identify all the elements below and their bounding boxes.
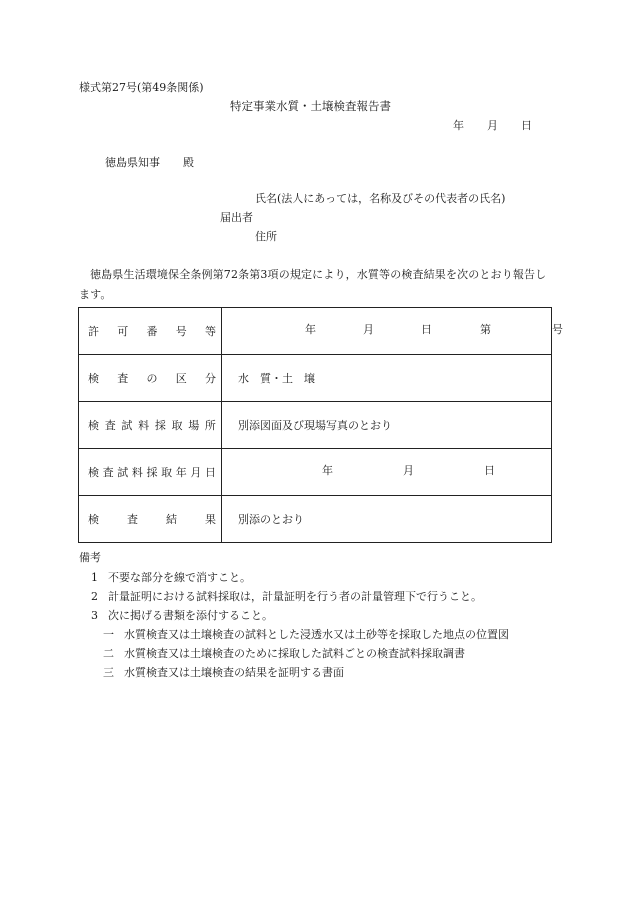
applicant-name-label: 氏名(法人にあっては，名称及びその代表者の氏名) xyxy=(255,192,506,205)
permit-number-value: 年 月 日 第 号 xyxy=(222,308,552,355)
remark-subitem: 一 水質検査又は土壌検査の試料とした浸透水又は土砂等を採取した地点の位置図 xyxy=(103,628,509,641)
document-title: 特定事業水質・土壌検査報告書 xyxy=(230,99,391,113)
permit-number-label: 許 可 番 号 等 xyxy=(79,308,222,355)
date-year-label: 年 xyxy=(453,119,464,132)
remarks-heading: 備考 xyxy=(79,551,101,564)
remark-subitem: 三 水質検査又は土壌検査の結果を証明する書面 xyxy=(103,666,344,679)
table-row-sampling-location xyxy=(79,402,552,449)
inspection-category-label: 検 査 の 区 分 xyxy=(79,355,222,402)
form-number: 様式第27号(第49条関係) xyxy=(79,81,204,94)
applicant-role-label: 届出者 xyxy=(220,211,253,224)
addressee-suffix: 殿 xyxy=(183,156,194,169)
inspection-category-value: 水 質・土 壌 xyxy=(222,355,552,402)
table-row-inspection-result xyxy=(79,496,552,543)
remark-item: 1 不要な部分を線で消すこと。 xyxy=(91,571,251,584)
remark-subitem: 二 水質検査又は土壌検査のために採取した試料ごとの検査試料採取調書 xyxy=(103,647,465,660)
inspection-result-label: 検 査 結 果 xyxy=(79,496,222,543)
report-table xyxy=(78,307,563,543)
applicant-address-label: 住所 xyxy=(255,230,277,243)
sampling-date-value: 年 月 日 xyxy=(222,449,552,496)
table-row-inspection-category xyxy=(79,355,552,402)
sampling-date-label: 検 査 試 料 採 取 年 月 日 xyxy=(79,449,222,496)
table-row-permit-number xyxy=(79,308,552,355)
date-month-label: 月 xyxy=(487,119,498,132)
remark-item: 2 計量証明における試料採取は，計量証明を行う者の計量管理下で行うこと。 xyxy=(91,590,482,603)
date-day-label: 日 xyxy=(521,119,532,132)
body-text: 徳島県生活環境保全条例第72条第3項の規定により，水質等の検査結果を次のとおり報告します。 xyxy=(79,268,547,301)
remark-item: 3 次に掲げる書類を添付すること。 xyxy=(91,609,273,622)
table-row-sampling-date xyxy=(79,449,552,496)
sampling-location-label: 検 査 試 料 採 取 場 所 xyxy=(79,402,222,449)
sampling-location-value: 別添図面及び現場写真のとおり xyxy=(222,402,552,449)
addressee-name: 徳島県知事 xyxy=(105,156,160,169)
inspection-result-value: 別添のとおり xyxy=(222,496,552,543)
